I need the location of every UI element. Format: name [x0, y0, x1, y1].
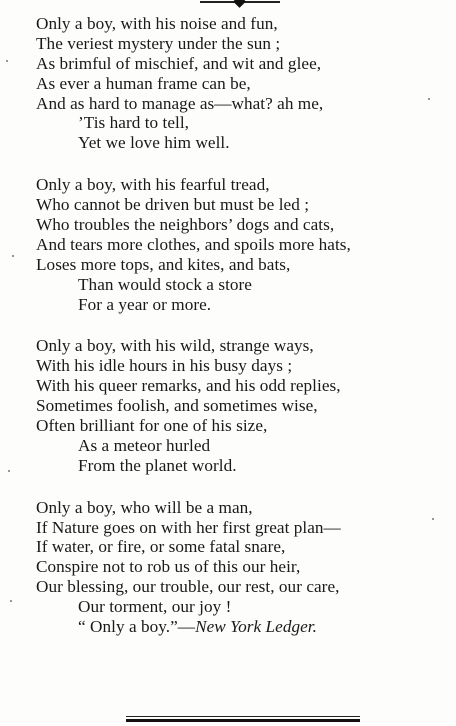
print-speck	[8, 470, 10, 472]
poem-line: With his queer remarks, and his odd replies,	[36, 376, 341, 396]
poem-line: As brimful of mischief, and wit and glee,	[36, 53, 322, 73]
poem-line: Only a boy, with his fearful tread,	[36, 175, 270, 195]
stanza-3	[0, 336, 456, 475]
poem-line: The veriest mystery under the sun ;	[36, 33, 281, 53]
poem-line: And tears more clothes, and spoils more hats,	[36, 234, 351, 254]
poem-line: If water, or fire, or some fatal snare,	[36, 537, 286, 557]
print-speck	[432, 518, 434, 520]
poem-line: Who troubles the neighbors’ dogs and cats,	[36, 215, 335, 235]
poem-line: For a year or more.	[78, 294, 212, 314]
attribution-quote: “ Only a boy.”—	[78, 617, 196, 637]
poem-line: Conspire not to rob us of this our heir,	[36, 557, 301, 577]
poem-line: From the planet world.	[78, 455, 237, 475]
poem-line: Our blessing, our trouble, our rest, our care,	[36, 577, 340, 597]
poem-line: Only a boy, who will be a man,	[36, 497, 253, 517]
print-speck	[6, 60, 8, 62]
poem-line: ’Tis hard to tell,	[78, 113, 190, 133]
bottom-rule	[126, 716, 360, 722]
poem-line: Who cannot be driven but must be led ;	[36, 195, 310, 215]
poem-line: With his idle hours in his busy days ;	[36, 356, 293, 376]
bottom-rule-thin	[126, 716, 360, 717]
poem-line: Only a boy, with his noise and fun,	[36, 14, 278, 33]
poem-line: Yet we love him well.	[78, 133, 230, 153]
poem-line: And as hard to manage as—what? ah me,	[36, 93, 324, 113]
stanza-4	[0, 498, 456, 637]
print-speck	[12, 255, 14, 257]
stanza-2	[0, 175, 456, 314]
poem-line: Only a boy, with his wild, strange ways,	[36, 336, 314, 356]
top-ornament	[200, 0, 280, 8]
poem-line: Sometimes foolish, and sometimes wise,	[36, 396, 318, 416]
poem-line: As ever a human frame can be,	[36, 73, 251, 93]
stanza-1	[0, 14, 456, 153]
ornament-diamond	[233, 0, 246, 8]
print-speck	[10, 600, 12, 602]
poem-line: As a meteor hurled	[78, 435, 211, 455]
poem-line: Often brilliant for one of his size,	[36, 416, 268, 436]
bottom-rule-thick	[126, 719, 360, 722]
attribution-source: New York Ledger.	[195, 617, 317, 637]
poem-line: Our torment, our joy !	[78, 597, 232, 617]
attribution	[0, 617, 456, 637]
poem-line: Than would stock a store	[78, 274, 252, 294]
print-speck	[428, 98, 430, 100]
poem-line: If Nature goes on with her first great plan—	[36, 517, 341, 537]
poem-line: Loses more tops, and kites, and bats,	[36, 254, 291, 274]
poem	[0, 14, 456, 659]
